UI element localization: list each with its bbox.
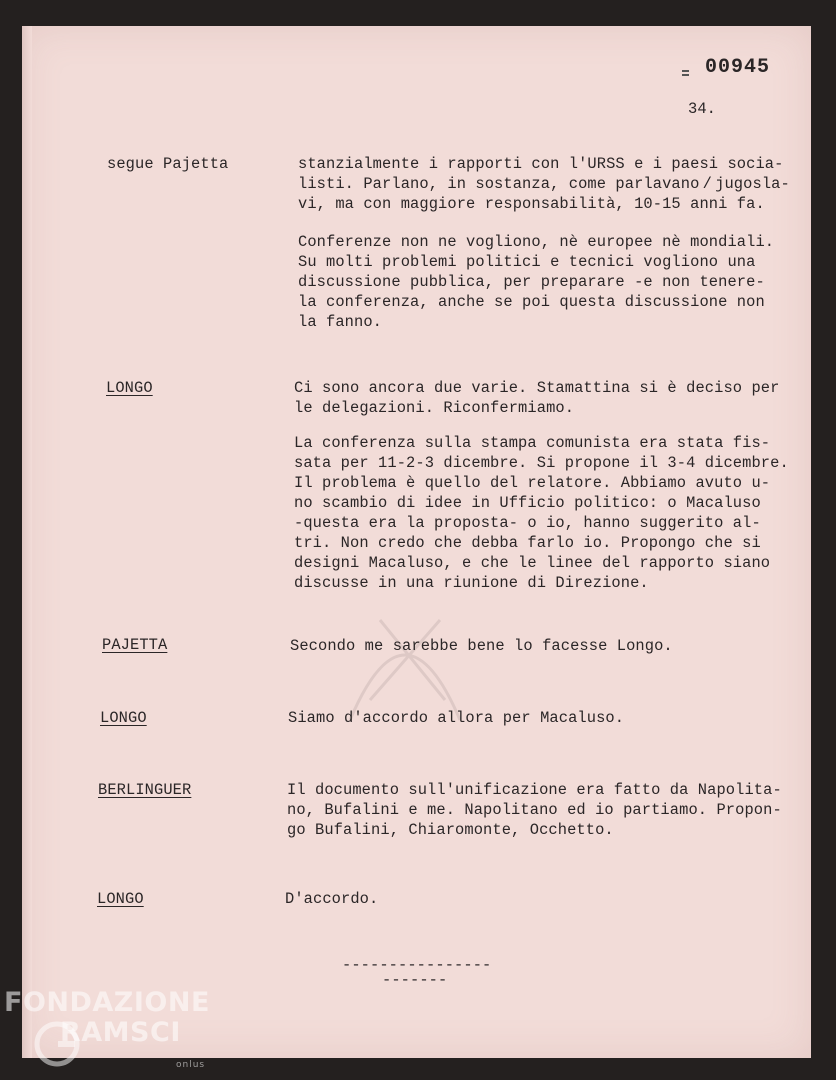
text-line: no scambio di idee in Ufficio politico: o Macaluso — [294, 494, 761, 512]
text-line: Su molti problemi politici e tecnici vogliono una — [298, 253, 756, 271]
stamp-mark — [682, 70, 689, 72]
text-line: le delegazioni. Riconfermiamo. — [294, 399, 575, 417]
text-line: go Bufalini, Chiaromonte, Occhetto. — [287, 821, 614, 839]
text-line: designi Macaluso, e che le linee del rapporto siano — [294, 554, 771, 572]
text-line: discussione pubblica, per preparare -e non tenere- — [298, 273, 765, 291]
speaker-label: segue Pajetta — [107, 155, 229, 173]
fondazione-gramsci-logo — [4, 987, 210, 1070]
text-line: Il problema è quello del relatore. Abbiamo avuto u- — [294, 474, 771, 492]
text-line: -questa era la proposta- o io, hanno suggerito al- — [294, 514, 761, 532]
speaker-label: LONGO — [97, 890, 144, 908]
text-line: la conferenza, anche se poi questa discussione non — [298, 293, 765, 311]
text-line: Secondo me sarebbe bene lo facesse Longo. — [290, 637, 673, 655]
closing-dashes: ---------------- — [342, 956, 492, 974]
logo-line-1: FONDAZIONE — [4, 987, 210, 1018]
speaker-label: PAJETTA — [102, 636, 168, 654]
text-line: listi. Parlano, in sostanza, come parlavano / jugosla- — [298, 175, 790, 193]
text-line: Siamo d'accordo allora per Macaluso. — [288, 709, 625, 727]
text-line: Conferenze non ne vogliono, nè europee nè mondiali. — [298, 233, 775, 251]
speaker-label: LONGO — [106, 379, 153, 397]
text-line: vi, ma con maggiore responsabilità, 10-15 anni fa. — [298, 195, 765, 213]
text-line: discusse in una riunione di Direzione. — [294, 574, 649, 592]
document-number: 00945 — [705, 56, 771, 79]
text-line: stanzialmente i rapporti con l'URSS e i paesi socia- — [298, 155, 784, 173]
text-line: sata per 11-2-3 dicembre. Si propone il 3-4 dicembre. — [294, 454, 789, 472]
stamp-mark — [682, 74, 689, 76]
logo-suffix: onlus — [176, 1060, 206, 1070]
logo-line-2: RAMSCI — [60, 1017, 181, 1048]
speaker-label: LONGO — [100, 709, 147, 727]
closing-dashes: ------- — [382, 971, 448, 989]
text-line: Ci sono ancora due varie. Stamattina si è deciso per — [294, 379, 780, 397]
text-line: Il documento sull'unificazione era fatto da Napolita- — [287, 781, 782, 799]
text-line: la fanno. — [298, 313, 383, 331]
text-line: no, Bufalini e me. Napolitano ed io partiamo. Propon- — [287, 801, 782, 819]
page-number: 34. — [688, 100, 717, 118]
page-edge — [22, 26, 32, 1058]
text-line: La conferenza sulla stampa comunista era stata fis- — [294, 434, 771, 452]
text-line: tri. Non credo che debba farlo io. Propongo che si — [294, 534, 761, 552]
speaker-label: BERLINGUER — [98, 781, 192, 799]
text-line: D'accordo. — [285, 890, 379, 908]
